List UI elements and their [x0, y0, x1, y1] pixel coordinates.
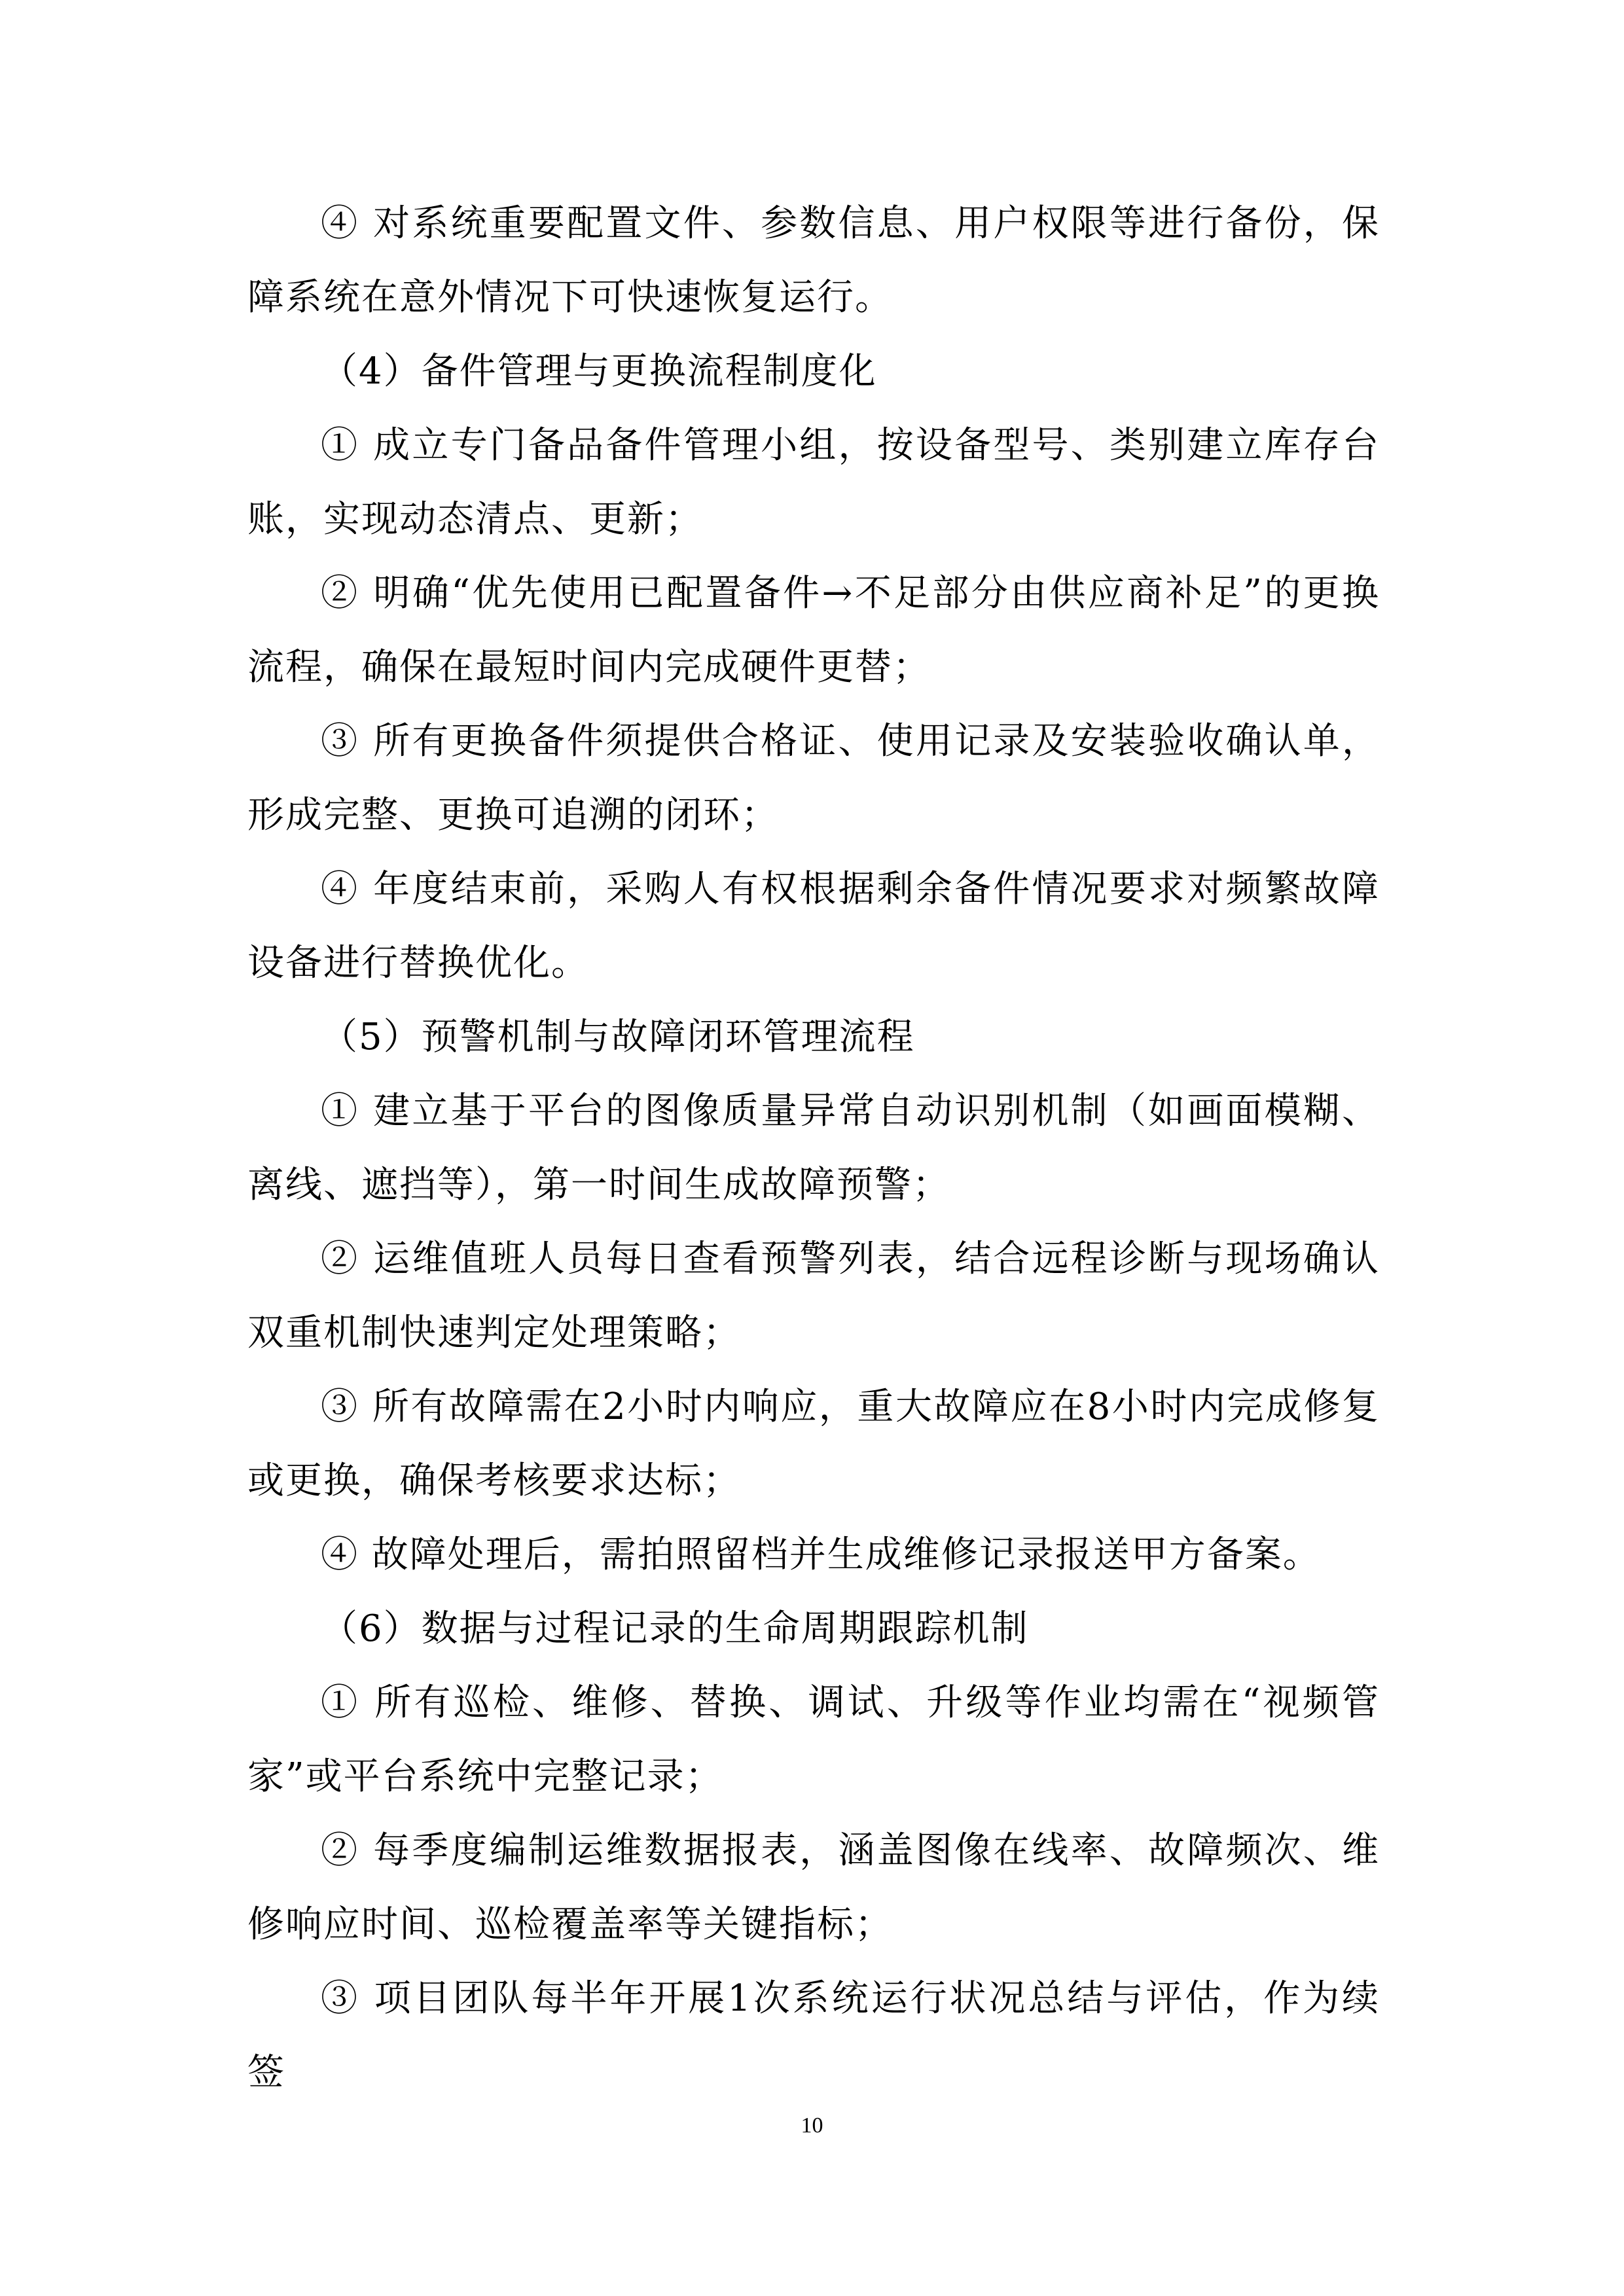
paragraph-year-end-optimization: ④ 年度结束前，采购人有权根据剩余备件情况要求对频繁故障设备进行替换优化。: [247, 868, 1380, 984]
paragraph-replacement-certificates: ③ 所有更换备件须提供合格证、使用记录及安装验收确认单，形成完整、更换可追溯的闭环；: [247, 720, 1380, 836]
paragraph-auto-recognition: ① 建立基于平台的图像质量异常自动识别机制（如画面模糊、离线、遮挡等），第一时间生成故障预警；: [247, 1090, 1380, 1206]
section-heading-spare-parts: （4）备件管理与更换流程制度化: [321, 350, 877, 393]
paragraph-spare-parts-team: ① 成立专门备品备件管理小组，按设备型号、类别建立库存台账，实现动态清点、更新；: [247, 424, 1380, 541]
section-heading-early-warning: （5）预警机制与故障闭环管理流程: [321, 1016, 915, 1058]
section-heading-lifecycle-tracking: （6）数据与过程记录的生命周期跟踪机制: [321, 1607, 1029, 1650]
paragraph-complete-records: ① 所有巡检、维修、替换、调试、升级等作业均需在“视频管家”或平台系统中完整记录；: [247, 1681, 1380, 1798]
paragraph-backup-config: ④ 对系统重要配置文件、参数信息、用户权限等进行备份，保障系统在意外情况下可快速恢复运行。: [247, 202, 1380, 319]
paragraph-duty-staff-review: ② 运维值班人员每日查看预警列表，结合远程诊断与现场确认双重机制快速判定处理策略；: [247, 1238, 1380, 1354]
paragraph-replacement-process: ② 明确“优先使用已配置备件→不足部分由供应商补足”的更换流程，确保在最短时间内完成硬件更替；: [247, 572, 1380, 689]
paragraph-response-time: ③ 所有故障需在2小时内响应，重大故障应在8小时内完成修复或更换，确保考核要求达标；: [247, 1386, 1380, 1502]
paragraph-quarterly-report: ② 每季度编制运维数据报表，涵盖图像在线率、故障频次、维修响应时间、巡检覆盖率等关键指标；: [247, 1829, 1380, 1946]
page-number: 10: [801, 2113, 823, 2138]
paragraph-semiannual-review: ③ 项目团队每半年开展1次系统运行状况总结与评估，作为续签: [247, 1977, 1380, 2094]
page-body: [247, 187, 1380, 2109]
paragraph-repair-records: ④ 故障处理后，需拍照留档并生成维修记录报送甲方备案。: [321, 1534, 1321, 1576]
